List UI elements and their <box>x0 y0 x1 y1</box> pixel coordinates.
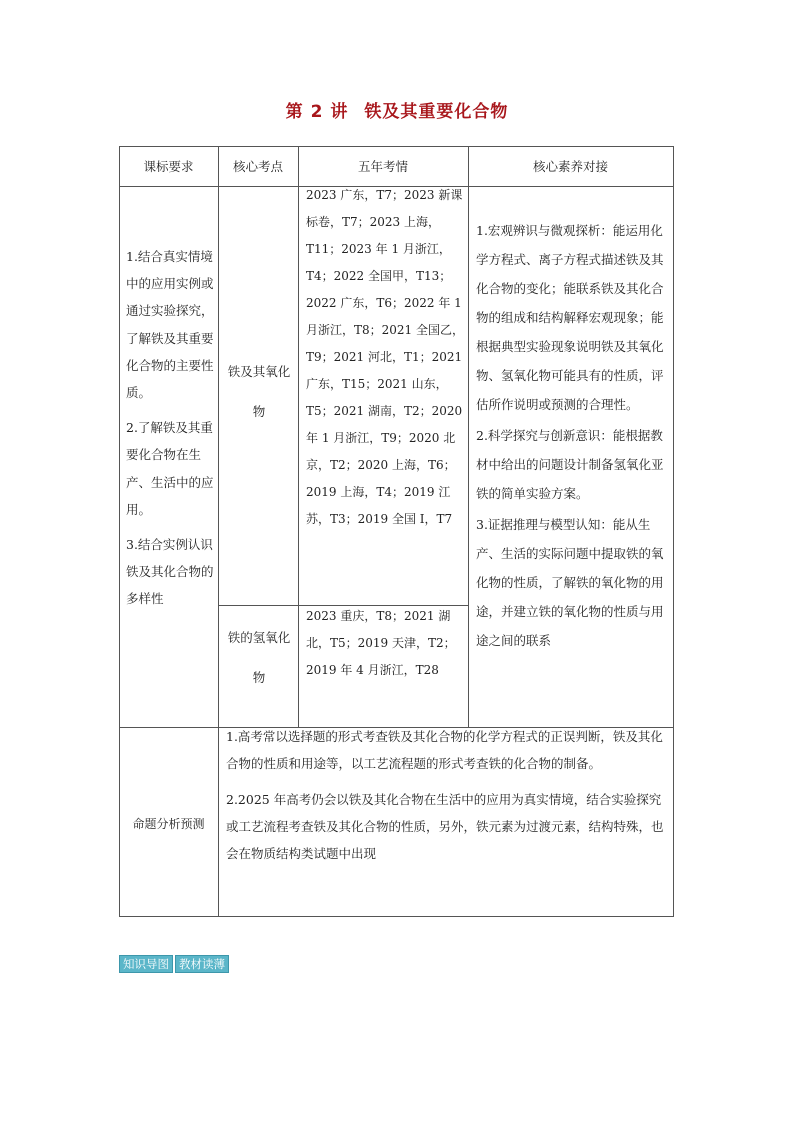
header-curriculum: 课标要求 <box>143 159 194 174</box>
table-border-right <box>673 146 674 917</box>
prediction-item: 1.高考常以选择题的形式考查铁及其化合物的化学方程式的正误判断，铁及其化合物的性质和用途等，以工艺流程题的形式考查铁的化合物的制备。 <box>226 729 663 771</box>
curriculum-item: 1.结合真实情境中的应用实例或通过实验探究，了解铁及其重要化合物的主要性质。 <box>126 249 214 401</box>
column-divider-1 <box>218 146 219 917</box>
lecture-topic: 铁及其重要化合物 <box>364 102 509 122</box>
curriculum-item: 3.结合实例认识铁及其化合物的多样性 <box>126 537 214 607</box>
header-literacy: 核心素养对接 <box>532 159 608 174</box>
course-table <box>119 146 674 917</box>
header-core-points: 核心考点 <box>232 159 283 174</box>
knowledge-map-badge: 知识导图 <box>119 955 173 973</box>
section-badges <box>119 955 229 973</box>
literacy-item: 1.宏观辨识与微观探析：能运用化学方程式、离子方程式描述铁及其化合物的变化；能联系铁及其化合物的组成和结构解释宏观现象；能根据典型实验现象说明铁及其氧化物、氢氧化物可能具有的性质，评估所作说明或预测的合理性。 <box>476 223 664 412</box>
curriculum-item: 2.了解铁及其重要化合物在生产、生活中的应用。 <box>126 420 214 517</box>
prediction-content <box>226 723 666 876</box>
core-point-iron-oxides: 铁及其氧化物 <box>227 364 291 419</box>
core-literacy <box>476 216 666 657</box>
textbook-summary-badge: 教材读薄 <box>175 955 229 973</box>
exam-history-iron-oxides: 2023 广东，T7；2023 新课标卷，T7；2023 上海，T11；2023 年 1 月浙江，T4；2022 全国甲，T13；2022 广东，T6；2022 年 1 月浙江，T8；2021 全国乙，T9；2021 河北，T1；2021 广东，T15；2021 山东，T5；2021 湖南，T2；2020 年 1 月浙江，T9；2020 北京，T2；2020 上海，T6；2019 上海，T4；2019 江苏，T3；2019 全国 I，T7 <box>306 188 464 526</box>
prediction-label: 命题分析预测 <box>132 817 205 831</box>
exam-history-iron-hydroxides: 2023 重庆，T8；2021 湖北，T5；2019 天津，T2；2019 年 4 月浙江，T28 <box>306 609 456 677</box>
page-title <box>0 97 794 122</box>
literacy-item: 3.证据推理与模型认知：能从生产、生活的实际问题中提取铁的氧化物的性质，了解铁的氧化物的用途，并建立铁的氧化物的性质与用途之间的联系 <box>476 517 664 648</box>
header-exam-history: 五年考情 <box>357 159 408 174</box>
core-point-iron-hydroxides: 铁的氢氧化物 <box>227 630 291 685</box>
literacy-item: 2.科学探究与创新意识：能根据教材中给出的问题设计制备氢氧化亚铁的简单实验方案。 <box>476 428 664 501</box>
prediction-item: 2.2025 年高考仍会以铁及其化合物在生活中的应用为真实情境，结合实验探究或工艺流程考查铁及其化合物的性质，另外，铁元素为过渡元素，结构特殊，也会在物质结构类试题中出现 <box>226 792 664 861</box>
column-divider-3 <box>468 146 469 727</box>
curriculum-requirements <box>126 243 218 621</box>
lecture-number: 第 2 讲 <box>285 102 349 122</box>
